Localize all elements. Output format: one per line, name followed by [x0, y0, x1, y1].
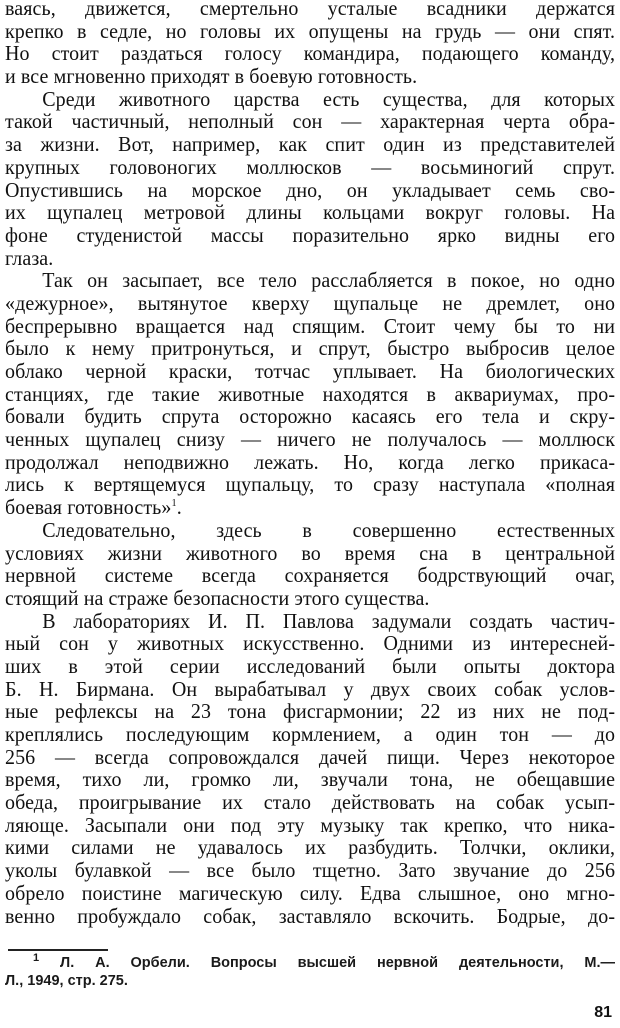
text-line: фоне студенистой массы поразительно ярко видны его: [5, 222, 616, 247]
text-line: облако черной краски, тотчас уплывает. На биологических: [5, 359, 616, 383]
text-line: глаза.: [5, 245, 54, 270]
text-line: [5, 496, 615, 519]
text-line: за жизни. Вот, например, как спит один из представителей: [5, 132, 616, 157]
text-line: Но стоит раздаться голосу командира, подающего команду,: [5, 41, 616, 66]
text-line: обрело поистине магическую силу. Едва слышное, оно мгно-: [5, 880, 616, 905]
paragraph-4: [5, 519, 615, 610]
text-line: лись к вертящемуся щупальцу, то сразу наступала «полная: [5, 472, 616, 497]
footnote-divider: [8, 949, 108, 951]
text-line: станциях, где такие животные находятся в аквариумах, про-: [5, 381, 616, 406]
text-line: Среди животного царства есть существа, для которых: [42, 86, 616, 111]
footnote-line-1: [5, 954, 615, 972]
text-line: бовали будить спрута осторожно касаясь его тела и скру-: [5, 404, 616, 429]
text-line: ный сон у животных искусственно. Одними из интересней-: [5, 631, 616, 656]
footnote-marker: 1: [33, 952, 40, 965]
text-line: и все мгновенно приходят в боевую готовность.: [5, 64, 418, 89]
text-line: было к нему притронуться, и спрут, быстро выбросив целое: [5, 336, 616, 361]
text-line: Следовательно, здесь в совершенно естественных: [42, 517, 616, 542]
text-line: ные рефлексы на 23 тона фисгармонии; 22 из них не под-: [5, 699, 616, 724]
text-line: Так он засыпает, все тело расслабляется в покое, но одно: [42, 268, 616, 293]
text-line: условиях жизни животного во время сна в центральной: [5, 540, 616, 565]
text-line: беспрерывно вращается над спящим. Стоит чему бы то ни: [5, 313, 616, 338]
text-line: В лабораториях И. П. Павлова задумали создать частич-: [42, 608, 616, 633]
text-line: время, тихо ли, громко ли, звучали тона, не обещавшие: [5, 767, 616, 792]
text-line: крепко в седле, но головы их опущены на грудь — они спят.: [5, 18, 616, 43]
footnote-reference[interactable]: 1: [171, 496, 177, 509]
text-line: ваясь, движется, смертельно усталые всадники держатся: [5, 0, 616, 20]
text-line: крупных головоногих моллюсков — восьминогий спрут.: [5, 154, 616, 179]
paragraph-3: [5, 269, 615, 519]
book-page-body: [5, 0, 615, 927]
text-line-content: боевая готовность»: [5, 495, 172, 520]
text-line: ченных щупалец снизу — ничего не получалось — моллюск: [5, 427, 616, 452]
text-line: 256 — всегда сопровождался дачей пищи. Через некоторое: [5, 744, 616, 769]
text-line: такой частичный, неполный сон — характерная черта обра-: [5, 109, 616, 134]
text-line: креплялись последующим кормлением, а один тон — до: [5, 722, 616, 746]
text-line: Опустившись на морское дно, он укладывает семь сво-: [5, 177, 616, 202]
text-line: Б. Н. Бирмана. Он вырабатывал у двух своих собак услов-: [5, 676, 616, 701]
text-line: венно пробуждало собак, заставляло вскочить. Бодрые, до-: [5, 903, 616, 928]
text-line: кими силами не удавалось их разбудить. Толчки, оклики,: [5, 835, 616, 860]
paragraph-1: [5, 0, 615, 88]
text-line: стоящий на страже безопасности этого существа.: [5, 585, 430, 610]
period: .: [176, 495, 182, 520]
footnote-title: Вопросы высшей нервной деятельности, М.—: [210, 955, 615, 971]
footnote: [5, 954, 615, 990]
page-number: 81: [594, 1004, 612, 1021]
footnote-line-2: Л., 1949, стр. 275.: [5, 973, 128, 989]
text-line: обеда, проигрывание их стало действовать на собак усып-: [5, 790, 616, 815]
text-line: их щупалец метровой длины кольцами вокруг головы. На: [5, 200, 616, 225]
text-line: нервной системе всегда сохраняется бодрствующий очаг,: [5, 563, 616, 588]
paragraph-2: [5, 88, 615, 270]
footnote-author: Л. А. Орбели.: [60, 955, 190, 971]
text-line: уколы булавкой — все было тщетно. Зато звучание до 256: [5, 858, 616, 883]
text-line: ших в этой серии исследований были опыты доктора: [5, 653, 616, 678]
text-line: продолжал неподвижно лежать. Но, когда легко прикаса-: [5, 449, 616, 474]
text-line: «дежурное», вытянутое кверху щупальце не дремлет, оно: [5, 290, 616, 315]
paragraph-5: [5, 610, 615, 928]
text-line: ляюще. Засыпали они под эту музыку так крепко, что ника-: [5, 812, 616, 837]
